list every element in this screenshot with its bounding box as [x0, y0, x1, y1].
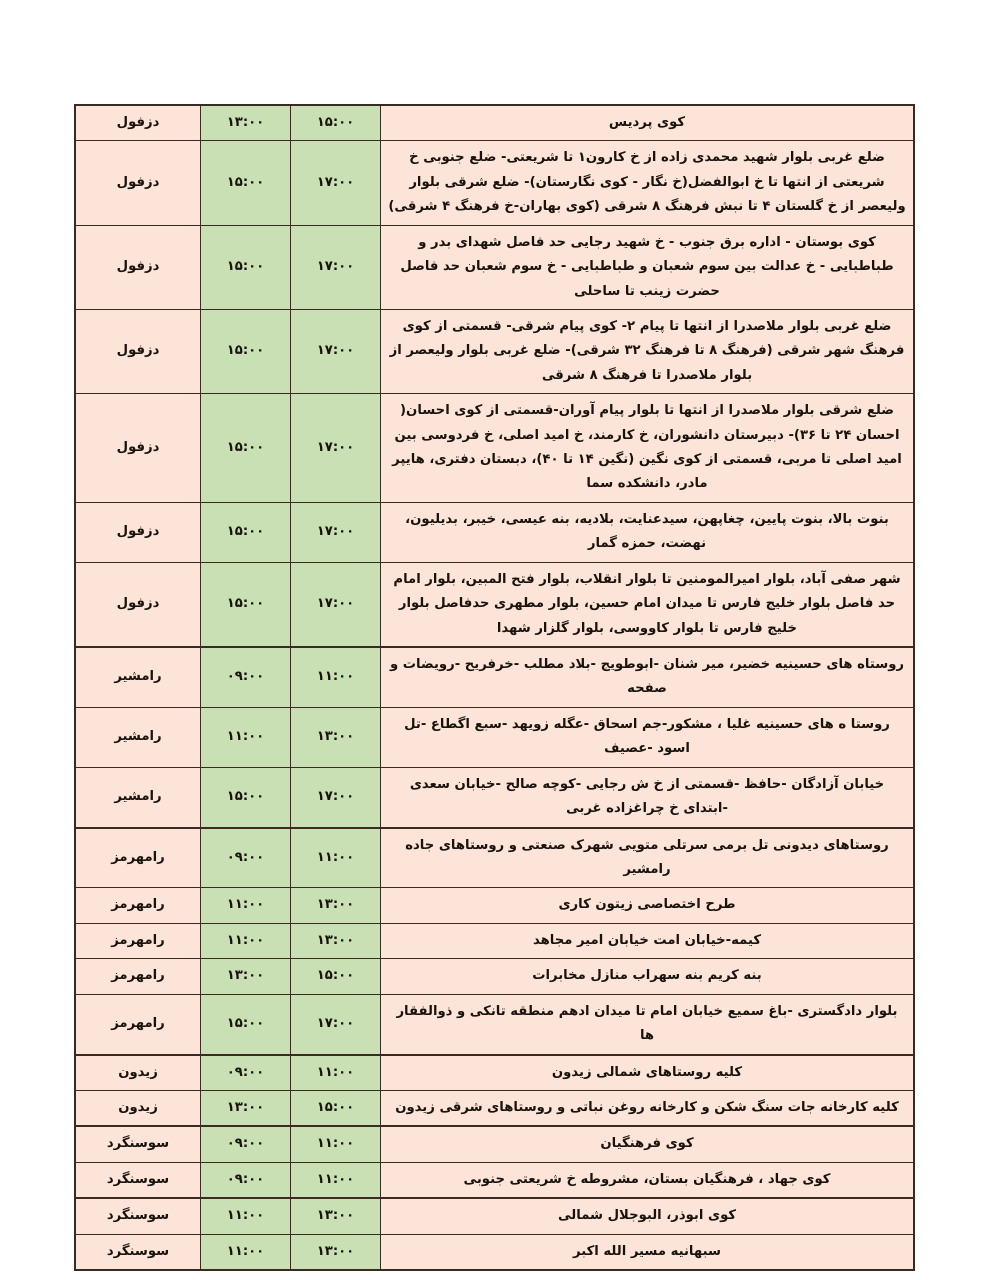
outage-city: رامشیر	[75, 707, 201, 767]
outage-end-time: ۱۷:۰۰	[291, 502, 381, 562]
table-row	[75, 309, 914, 393]
table-row	[75, 923, 914, 958]
table-row	[75, 959, 914, 994]
outage-area-description: سبهانیه مسیر الله اکبر	[381, 1234, 915, 1270]
outage-start-time: ۰۹:۰۰	[201, 647, 291, 707]
outage-start-time: ۱۱:۰۰	[201, 707, 291, 767]
outage-city: رامشیر	[75, 767, 201, 827]
table-row	[75, 1126, 914, 1162]
outage-area-description: بلوار دادگستری -باغ سمیع خیابان امام تا میدان ادهم منطقه تانکی و ذوالفقار ها	[381, 994, 915, 1054]
outage-end-time: ۱۱:۰۰	[291, 1162, 381, 1198]
outage-end-time: ۱۷:۰۰	[291, 562, 381, 647]
outage-start-time: ۰۹:۰۰	[201, 1162, 291, 1198]
outage-end-time: ۱۵:۰۰	[291, 105, 381, 141]
outage-city: زیدون	[75, 1055, 201, 1091]
outage-start-time: ۰۹:۰۰	[201, 1126, 291, 1162]
outage-area-description: روستاه های حسینیه خضیر، میر شنان -ابوطویج -بلاد مطلب -خرفریح -رویضات و صفحه	[381, 647, 915, 707]
table-row	[75, 562, 914, 647]
outage-end-time: ۱۱:۰۰	[291, 1055, 381, 1091]
outage-area-description: ضلع شرقی بلوار ملاصدرا از انتها تا بلوار پیام آوران-قسمتی از کوی احسان( احسان ۲۴ تا ۳۶)- دبیرستان دانشوران، خ کارمند، خ امید اصلی، خ فردوسی بین امید اصلی تا مربی، قسمتی از کوی نگین (نگین ۱۴ تا ۴۰)، دبستان دفتری، هایپر مادر، دانشکده سما	[381, 394, 915, 503]
outage-start-time: ۱۵:۰۰	[201, 502, 291, 562]
outage-city: دزفول	[75, 394, 201, 503]
outage-end-time: ۱۳:۰۰	[291, 923, 381, 958]
table-row	[75, 141, 914, 225]
outage-area-description: کلیه کارخانه جات سنگ شکن و کارخانه روغن نباتی و روستاهای شرقی زیدون	[381, 1090, 915, 1126]
outage-end-time: ۱۱:۰۰	[291, 828, 381, 888]
outage-end-time: ۱۷:۰۰	[291, 994, 381, 1054]
outage-city: رامهرمز	[75, 959, 201, 994]
outage-end-time: ۱۳:۰۰	[291, 1198, 381, 1234]
outage-area-description: طرح اختصاصی زیتون کاری	[381, 888, 915, 923]
outage-city: دزفول	[75, 141, 201, 225]
outage-city: دزفول	[75, 225, 201, 309]
outage-city: دزفول	[75, 105, 201, 141]
outage-end-time: ۱۳:۰۰	[291, 888, 381, 923]
table-row	[75, 767, 914, 827]
outage-start-time: ۱۳:۰۰	[201, 105, 291, 141]
table-row	[75, 1055, 914, 1091]
table-row	[75, 1090, 914, 1126]
table-row	[75, 1198, 914, 1234]
table-row	[75, 647, 914, 707]
outage-end-time: ۱۱:۰۰	[291, 647, 381, 707]
outage-start-time: ۱۳:۰۰	[201, 959, 291, 994]
outage-start-time: ۱۵:۰۰	[201, 225, 291, 309]
outage-area-description: خیابان آزادگان -حافظ -قسمتی از خ ش رجایی -کوچه صالح -خیابان سعدی -ابتدای خ چراغزاده غربی	[381, 767, 915, 827]
outage-city: سوسنگرد	[75, 1126, 201, 1162]
outage-start-time: ۱۱:۰۰	[201, 1234, 291, 1270]
outage-start-time: ۱۵:۰۰	[201, 394, 291, 503]
outage-end-time: ۱۷:۰۰	[291, 225, 381, 309]
outage-area-description: شهر صفی آباد، بلوار امیرالمومنین تا بلوار انقلاب، بلوار فتح المبین، بلوار امام حد فاصل بلوار خلیج فارس تا میدان امام حسین، بلوار مطهری حدفاصل بلوار خلیج فارس تا بلوار کاووسی، بلوار گلزار شهدا	[381, 562, 915, 647]
outage-end-time: ۱۷:۰۰	[291, 767, 381, 827]
outage-city: دزفول	[75, 309, 201, 393]
outage-end-time: ۱۳:۰۰	[291, 1234, 381, 1270]
outage-end-time: ۱۷:۰۰	[291, 394, 381, 503]
outage-schedule-table	[74, 104, 915, 1271]
table-row	[75, 225, 914, 309]
table-row	[75, 1162, 914, 1198]
outage-area-description: کوی ابوذر، البوجلال شمالی	[381, 1198, 915, 1234]
outage-end-time: ۱۷:۰۰	[291, 309, 381, 393]
outage-area-description: بنوت بالا، بنوت پایین، چغاپهن، سیدعنایت، بلادیه، بنه عیسی، خیبر، بدیلیون، نهضت، حمزه گمار	[381, 502, 915, 562]
outage-start-time: ۱۵:۰۰	[201, 562, 291, 647]
outage-area-description: روستا ه های حسینیه غلیا ، مشکور-جم اسحاق -عگله زویهد -سبع اگطاع -تل اسود -عصیف	[381, 707, 915, 767]
outage-city: دزفول	[75, 502, 201, 562]
outage-city: رامهرمز	[75, 828, 201, 888]
table-row	[75, 1234, 914, 1270]
table-row	[75, 707, 914, 767]
outage-area-description: کوی بوستان - اداره برق جنوب - خ شهید رجایی حد فاصل شهدای بدر و طباطبایی - خ عدالت بین سوم شعبان و طباطبایی - خ سوم شعبان حد فاصل حضرت زینب تا ساحلی	[381, 225, 915, 309]
outage-table-container	[74, 104, 915, 1271]
outage-area-description: روستاهای دیدونی تل برمی سرتلی متویی شهرک صنعتی و روستاهای جاده رامشیر	[381, 828, 915, 888]
outage-start-time: ۰۹:۰۰	[201, 1055, 291, 1091]
outage-city: دزفول	[75, 562, 201, 647]
outage-city: رامهرمز	[75, 923, 201, 958]
table-row	[75, 888, 914, 923]
outage-start-time: ۱۵:۰۰	[201, 141, 291, 225]
outage-end-time: ۱۳:۰۰	[291, 707, 381, 767]
outage-end-time: ۱۵:۰۰	[291, 959, 381, 994]
table-row	[75, 828, 914, 888]
outage-area-description: کوی پردیس	[381, 105, 915, 141]
outage-city: رامشیر	[75, 647, 201, 707]
outage-city: سوسنگرد	[75, 1162, 201, 1198]
table-row	[75, 994, 914, 1054]
outage-city: سوسنگرد	[75, 1198, 201, 1234]
outage-start-time: ۱۱:۰۰	[201, 888, 291, 923]
outage-end-time: ۱۷:۰۰	[291, 141, 381, 225]
table-row	[75, 502, 914, 562]
outage-city: زیدون	[75, 1090, 201, 1126]
outage-start-time: ۱۵:۰۰	[201, 309, 291, 393]
outage-city: رامهرمز	[75, 994, 201, 1054]
outage-start-time: ۱۵:۰۰	[201, 767, 291, 827]
outage-end-time: ۱۱:۰۰	[291, 1126, 381, 1162]
outage-city: رامهرمز	[75, 888, 201, 923]
outage-area-description: کوی فرهنگیان	[381, 1126, 915, 1162]
outage-start-time: ۱۱:۰۰	[201, 923, 291, 958]
table-row	[75, 105, 914, 141]
outage-end-time: ۱۵:۰۰	[291, 1090, 381, 1126]
outage-area-description: کلیه روستاهای شمالی زیدون	[381, 1055, 915, 1091]
table-row	[75, 394, 914, 503]
outage-start-time: ۱۵:۰۰	[201, 994, 291, 1054]
outage-start-time: ۰۹:۰۰	[201, 828, 291, 888]
outage-area-description: بنه کریم بنه سهراب منازل مخابرات	[381, 959, 915, 994]
outage-area-description: ضلع غربی بلوار شهید محمدی زاده از خ کارون۱ تا شریعتی- ضلع جنوبی خ شریعتی از انتها تا خ ابوالفضل(خ نگار - کوی نگارستان)- ضلع شرقی بلوار ولیعصر از خ گلستان ۴ تا نبش فرهنگ ۸ شرقی (کوی بهاران-خ فرهنگ ۴ شرقی)	[381, 141, 915, 225]
outage-start-time: ۱۳:۰۰	[201, 1090, 291, 1126]
outage-area-description: ضلع غربی بلوار ملاصدرا از انتها تا پیام ۲- کوی پیام شرقی- قسمتی از کوی فرهنگ شهر شرقی (فرهنگ ۸ تا فرهنگ ۳۲ شرقی)- ضلع غربی بلوار ولیعصر از بلوار ملاصدرا تا فرهنگ ۸ شرقی	[381, 309, 915, 393]
outage-city: سوسنگرد	[75, 1234, 201, 1270]
outage-area-description: کوی جهاد ، فرهنگیان بستان، مشروطه خ شریعتی جنوبی	[381, 1162, 915, 1198]
outage-table-body	[75, 105, 914, 1270]
outage-start-time: ۱۱:۰۰	[201, 1198, 291, 1234]
outage-area-description: کیمه-خیابان امت خیابان امیر مجاهد	[381, 923, 915, 958]
